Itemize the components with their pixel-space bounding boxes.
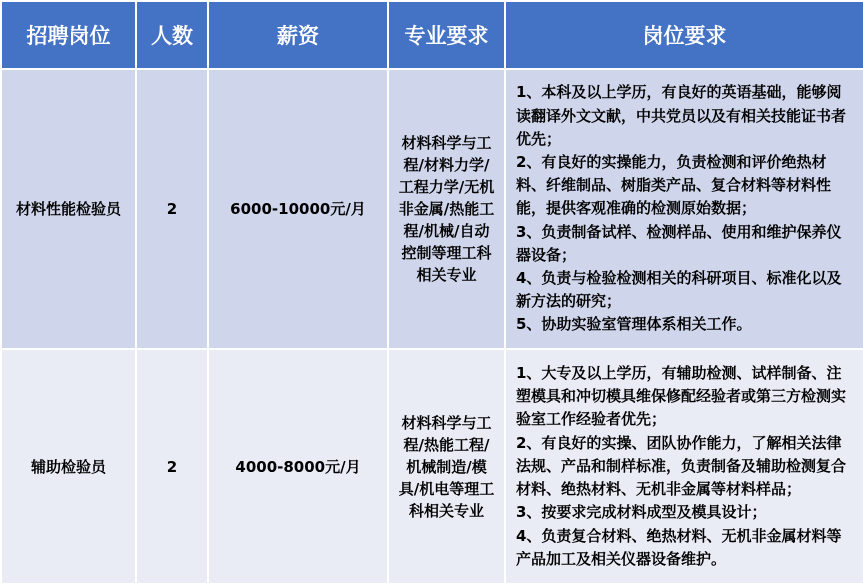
salary-cell: 4000-8000元/月 [208,349,388,584]
table-row [1,349,863,584]
requirements-cell [505,349,863,584]
requirement-item: 4、负责与检验检测相关的科研项目、标准化以及新方法的研究； [516,269,842,311]
count-cell: 2 [136,69,208,349]
requirement-item: 2、有良好的实操、团队协作能力，了解相关法律法规、产品和制样标准，负责制备及辅助检测复合材料、绝热材料、无机非金属等材料样品； [516,433,847,499]
header-row [1,1,863,69]
salary-cell: 6000-10000元/月 [208,69,388,349]
count-cell: 2 [136,349,208,584]
major-cell: 材料科学与工程/热能工程/机械制造/模具/机电等理工科相关专业 [388,349,505,584]
header-requirements: 岗位要求 [505,1,863,69]
requirement-item: 2、有良好的实操能力，负责检测和评价绝热材料、纤维制品、树脂类产品、复合材料等材料性能，提供客观准确的检测原始数据； [516,152,832,218]
header-major: 专业要求 [388,1,505,69]
major-cell: 材料科学与工程/材料力学/工程力学/无机非金属/热能工程/机械/自动控制等理工科相关专业 [388,69,505,349]
header-position: 招聘岗位 [1,1,136,69]
requirements-cell [505,69,863,349]
header-salary: 薪资 [208,1,388,69]
table-row [1,69,863,349]
position-cell: 辅助检验员 [1,349,136,584]
requirement-item: 1、大专及以上学历，有辅助检测、试样制备、注塑模具和冲切模具维保修配经验者或第三方检测实验室工作经验者优先； [516,364,847,429]
requirement-item: 4、负责复合材料、绝热材料、无机非金属材料等产品加工及相关仪器设备维护。 [516,526,842,568]
requirement-item: 1、本科及以上学历，有良好的英语基础，能够阅读翻译外文文献，中共党员以及有相关技能证书者优先； [516,83,847,148]
requirement-item: 5、协助实验室管理体系相关工作。 [516,315,752,334]
requirement-item: 3、负责制备试样、检测样品、使用和维护保养仪器设备； [516,222,842,264]
header-count: 人数 [136,1,208,69]
requirement-item: 3、按要求完成材料成型及模具设计； [516,503,767,522]
position-cell: 材料性能检验员 [1,69,136,349]
